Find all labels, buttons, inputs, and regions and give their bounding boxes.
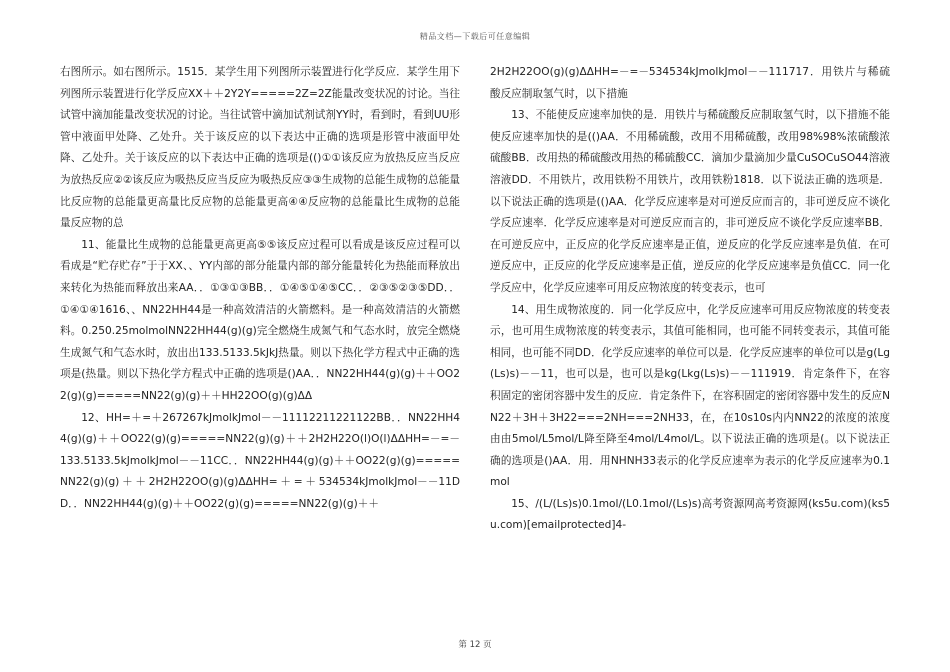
paragraph-question-12: 12、HH=＋=＋267267kJmolkJmol－－11112211221122BB．．NN22HH44(g)(g)＋＋OO22(g)(g)=====NN22(g)(g)＋＋2H2H22O(l)O(l)ΔΔHH=－=－133.5133.5kJmolkJmol－－11CC．．NN22HH44(g)(g)＋＋OO22(g)(g)=====NN22(g)(g)＋＋2H2H22OO(g)(g)ΔΔHH=＋=＋534534kJmolkJmol－－11DD．．NN22HH44(g)(g)＋＋OO22(g)(g)=====NN22(g)(g)＋＋: [60, 411, 460, 510]
right-column: [490, 62, 890, 537]
paragraph-question-13: 13、不能使反应速率加快的是．用铁片与稀硫酸反应制取氢气时，以下措施不能使反应速率加快的是(()AA．不用稀硫酸，改用不用稀硫酸，改用98%98%浓硫酸浓硫酸BB．改用热的稀硫酸改用热的稀硫酸CC．滴加少量滴加少量CuSOCuSO44溶液溶液DD．不用铁片，改用铁粉不用铁片，改用铁粉1818．以下说法正确的选项是．以下说法正确的选项是(()AA．化学反应速率是对可逆反应而言的，非可逆反应不谈化学反应速率．化学反应速率是对可逆反应而言的，非可逆反应不谈化学反应速率BB．在可逆反应中，正反应的化学反应速率是正值，逆反应的化学反应速率是负值．在可逆反应中，正反应的化学反应速率是正值，逆反应的化学反应速率是负值CC．同一化学反应中，化学反应速率可用反应物浓度的转变表示，也可: [490, 109, 890, 294]
paragraph-question-11: 11、能量比生成物的总能量更高更高⑤⑤该反应过程可以看成是该反应过程可以看成是“贮存贮存”于于XX、、YY内部的部分能量内部的部分能量转化为热能而释放出来转化为热能而释放出来AA．．①③①③BB．．①④⑤①④⑤CC．．②③⑤②③⑤DD．．①④①④1616、、NN22HH44是一种高效清洁的火箭燃料。是一种高效清洁的火箭燃料。0.250.25molmolNN22HH44(g)(g)完全燃烧生成氮气和气态水时，放完全燃烧生成氮气和气态水时，放出出133.5133.5kJkJ热量。则以下热化学方程式中正确的选项是(热量。则以下热化学方程式中正确的选项是()AA．．NN22HH44(g)(g)＋＋OO22(g)(g)=====NN22(g)(g)＋＋HH22OO(g)(g)ΔΔ: [60, 238, 460, 402]
page-number: 第 12 页: [458, 640, 492, 650]
left-column: [60, 62, 460, 515]
page-header: 精品文档—下载后可任意编辑: [419, 32, 531, 41]
paragraph: 右图所示。如右图所示。1515．某学生用下列图所示装置进行化学反应．某学生用下列图所示装置进行化学反应XX＋＋2Y2Y=====2Z=2Z能量改变状况的讨论。当往试管中滴加能量改变状况的讨论。当往试管中滴加试剂试剂YY时，看到时，看到UU形管中液面甲处降、乙处升。关于该反应的以下表达中正确的选项是形管中液面甲处降、乙处升。关于该反应的以下表达中正确的选项是(()①①该反应为放热反应当反应为放热反应②②该反应为吸热反应当反应为吸热反应③③生成物的总能生成物的总能量比反应物的总能量更高量比反应物的总能量更高④④反应物的总能量比生成物的总能量反应物的总: [60, 66, 460, 230]
paragraph-question-15: 15、/(L/(Ls)s)0.1mol/(L0.1mol/(Ls)s)高考资源网高考资源网(ks5u.com)(ks5u.com)[emailprotected]4-: [490, 497, 890, 532]
paragraph-question-14: 14、用生成物浓度的．同一化学反应中，化学反应速率可用反应物浓度的转变表示，也可用生成物浓度的转变表示，其值可能相同，也可能不同转变表示，其值可能相同，也可能不同DD．化学反应速率的单位可以是．化学反应速率的单位可以是g(Lg(Ls)s)－－11，也可以是，也可以是kg(Lkg(Ls)s)－－111919．肯定条件下，在容积固定的密闭容器中发生的反应．肯定条件下，在容积固定的密闭容器中发生的反应NN22＋3H＋3H22===2NH===2NH33，在，在10s10s内内NN22的浓度的浓度由由5mol/L5mol/L降至降至4mol/L4mol/L。以下说法正确的选项是(。以下说法正确的选项是()AA．用．用NHNH33表示的化学反应速率为表示的化学反应速率为0.1mol: [490, 303, 890, 489]
paragraph: 2H2H22OO(g)(g)ΔΔHH=－=－534534kJmolkJmol－－111717．用铁片与稀硫酸反应制取氢气时，以下措施: [490, 66, 890, 100]
